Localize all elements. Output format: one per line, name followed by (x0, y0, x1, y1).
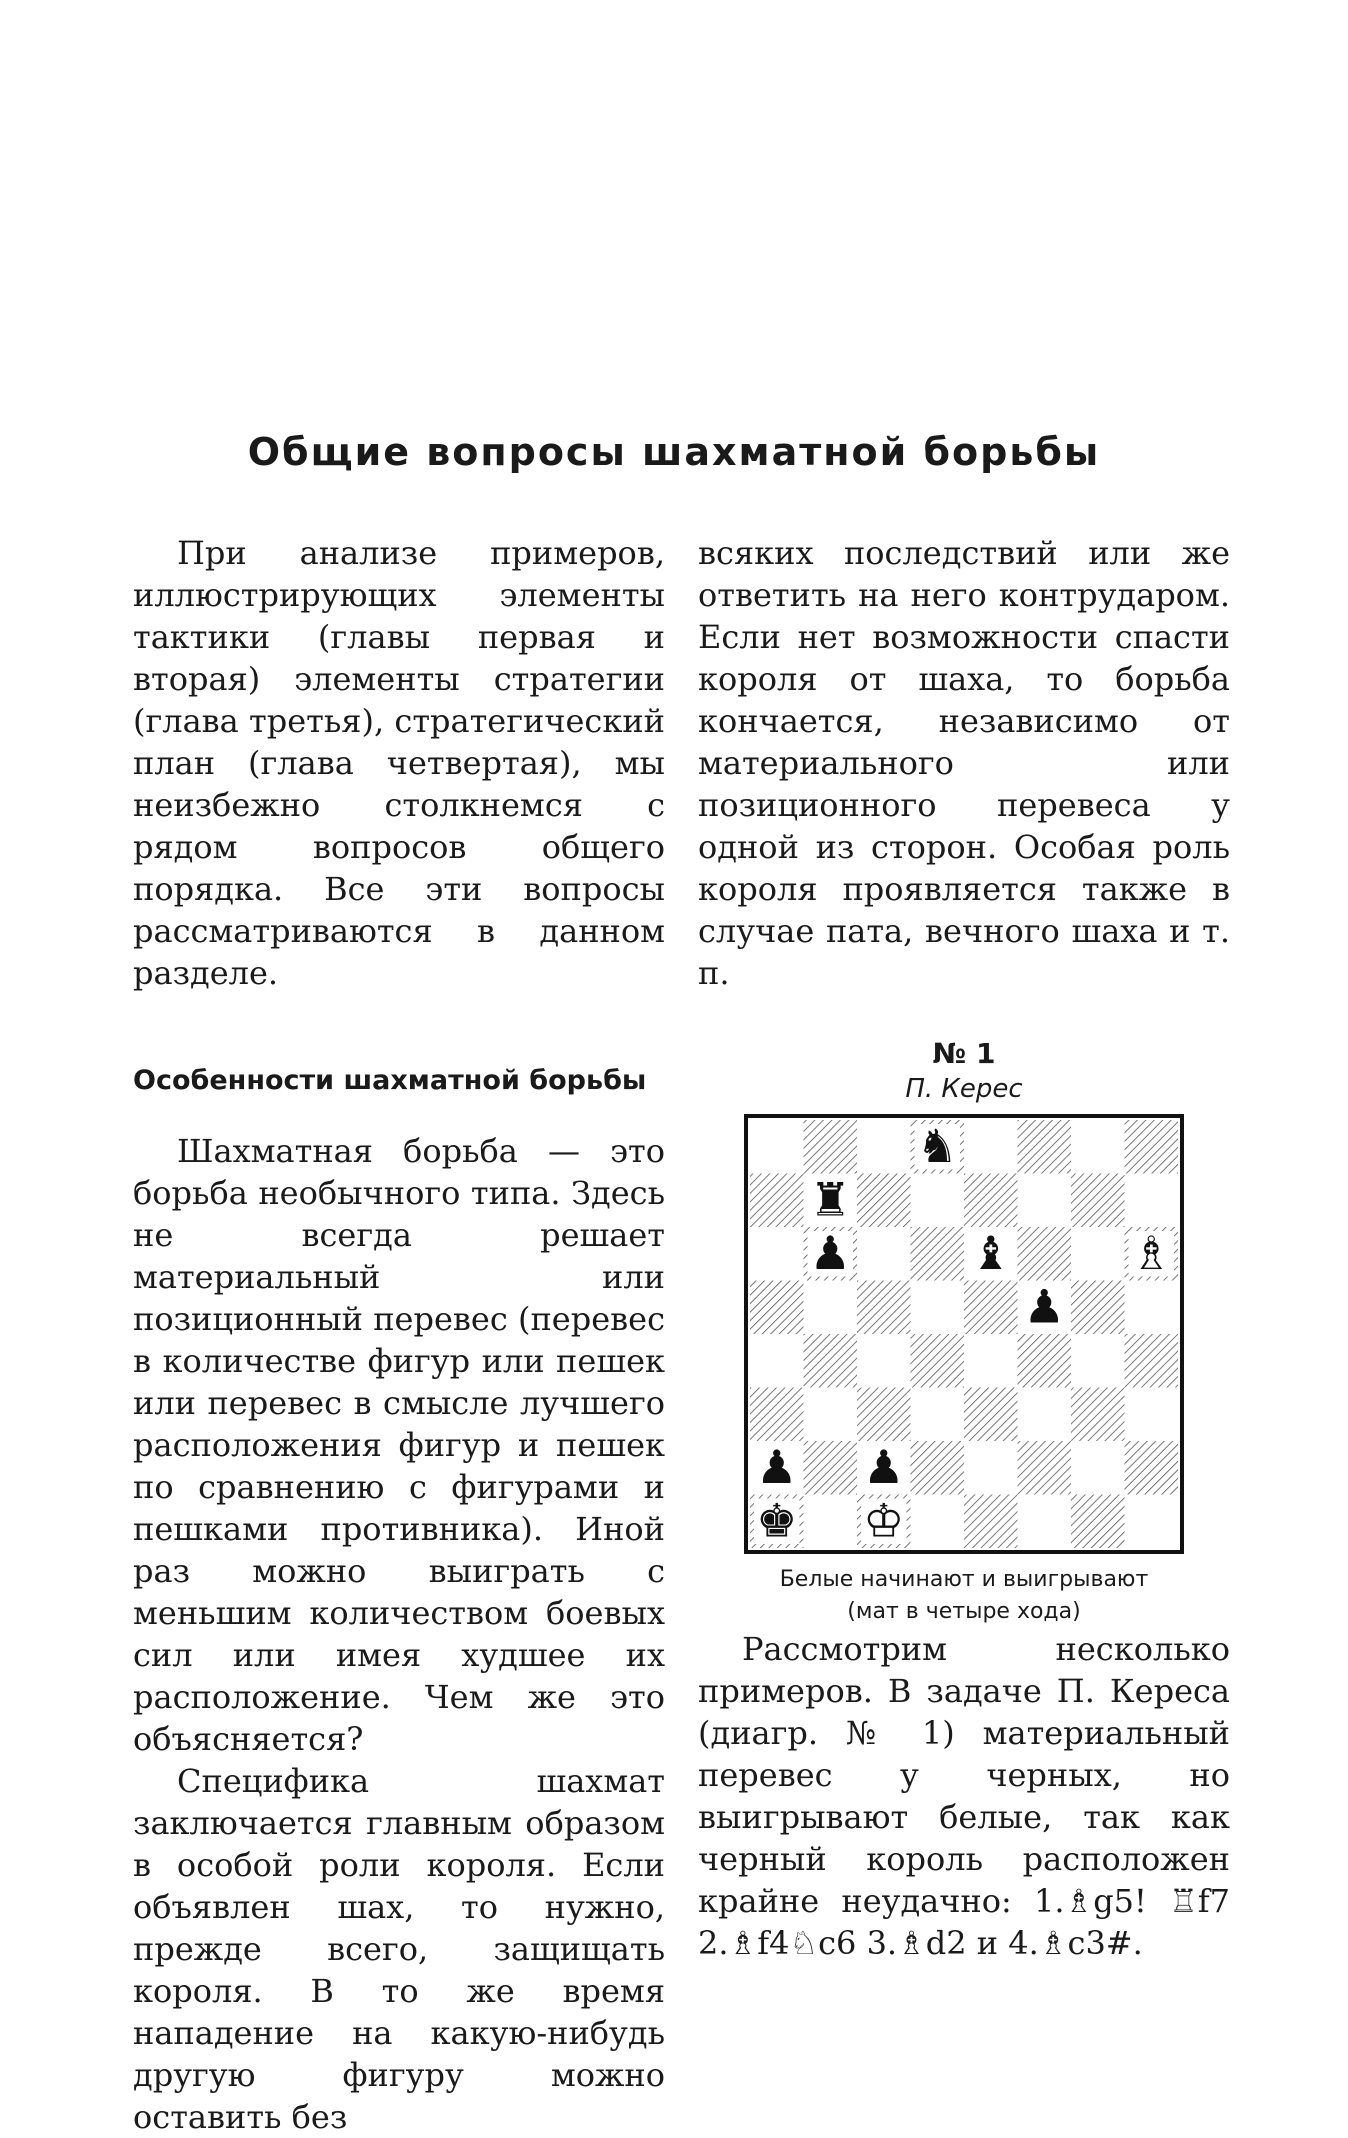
dark-square (911, 1334, 965, 1388)
dark-square (750, 1174, 804, 1228)
black-bishop-e6: ♝ (970, 1225, 1012, 1280)
diagram-author: П. Керес (905, 1074, 1023, 1104)
light-square (964, 1120, 1018, 1174)
left-column (133, 532, 665, 2138)
light-square (750, 1227, 804, 1281)
dark-square (1071, 1495, 1125, 1549)
diagram-caption-line1: Белые начинают и выигрывают (779, 1567, 1149, 1592)
dark-square (1125, 1120, 1179, 1174)
light-square (911, 1174, 965, 1228)
dark-square (1018, 1334, 1072, 1388)
body-paragraph: Специфика шахмат заключается главным образом в особой роли короля. Если объявлен шах, то нужно, прежде всего, защищать короля. В то же время нападение на какую-нибудь другую фигуру можно оставить без (133, 1762, 665, 2136)
light-square (1071, 1227, 1125, 1281)
light-square (1071, 1441, 1125, 1495)
dark-square (1125, 1334, 1179, 1388)
light-square (1125, 1281, 1179, 1335)
intro-paragraph: При анализе примеров, иллюстрирующих элементы тактики (главы первая и вторая) элементы стратегии (глава третья), стратегический план (глава четвертая), мы неизбежно столкнемся с рядом вопросов общего порядка. Все эти вопросы рассматриваются в данном разделе. (133, 534, 665, 992)
light-square (857, 1227, 911, 1281)
black-king-a1: ♚ (756, 1493, 798, 1548)
dark-square (1018, 1441, 1072, 1495)
light-square (750, 1334, 804, 1388)
black-knight-d8: ♞ (916, 1118, 958, 1173)
light-square (911, 1388, 965, 1442)
dark-square (857, 1388, 911, 1442)
light-square (804, 1281, 858, 1335)
light-square (750, 1120, 804, 1174)
black-pawn-f5: ♟ (1023, 1279, 1065, 1334)
chess-diagram (698, 1036, 1230, 1628)
light-square (1125, 1388, 1179, 1442)
light-square (857, 1120, 911, 1174)
dark-square (804, 1334, 858, 1388)
black-pawn-c2: ♟ (863, 1439, 905, 1494)
light-square (1125, 1495, 1179, 1549)
dark-square (964, 1388, 1018, 1442)
body-paragraph-continued: всяких последствий или же ответить на него контрударом. Если нет возможности спасти короля от шаха, то борьба кончается, независимо от материального или позиционного перевеса у одной из сторон. Особая роль короля проявляется также в случае пата, вечного шаха и т. п. (698, 534, 1230, 992)
black-rook-b7: ♜ (809, 1172, 851, 1227)
light-square (804, 1388, 858, 1442)
light-square (911, 1495, 965, 1549)
dark-square (964, 1495, 1018, 1549)
dark-square (911, 1227, 965, 1281)
white-bishop-h6: ♗ (1130, 1225, 1172, 1280)
dark-square (964, 1174, 1018, 1228)
section-subheading: Особенности шахматной борьбы (133, 1065, 647, 1096)
light-square (1125, 1174, 1179, 1228)
light-square (804, 1495, 858, 1549)
light-square (964, 1441, 1018, 1495)
white-king-c1: ♔ (863, 1493, 905, 1548)
dark-square (911, 1441, 965, 1495)
dark-square (1071, 1281, 1125, 1335)
dark-square (750, 1388, 804, 1442)
light-square (1018, 1174, 1072, 1228)
light-square (1071, 1120, 1125, 1174)
dark-square (750, 1281, 804, 1335)
light-square (1018, 1495, 1072, 1549)
dark-square (1125, 1441, 1179, 1495)
dark-square (857, 1174, 911, 1228)
dark-square (1018, 1120, 1072, 1174)
body-paragraph: Рассмотрим несколько примеров. В задаче П. Кереса (диагр. № 1) материальный перевес у черных, но выигрывают белые, так как черный король расположен крайне неудачно: 1.♗g5! ♖f7 2.♗f4♘c6 3.♗d2 и 4.♗c3#. (698, 1630, 1230, 1962)
dark-square (804, 1120, 858, 1174)
black-pawn-b6: ♟ (809, 1225, 851, 1280)
light-square (911, 1281, 965, 1335)
dark-square (1071, 1174, 1125, 1228)
light-square (857, 1334, 911, 1388)
right-column (698, 532, 1230, 1964)
dark-square (1018, 1227, 1072, 1281)
body-paragraph: Шахматная борьба — это борьба необычного типа. Здесь не всегда решает материальный или позиционный перевес (перевес в количестве фигур или пешек или перевес в смысле лучшего расположения фигур и пешек по сравнению с фигурами и пешками противника). Иной раз можно выиграть с меньшим количеством боевых сил или имея худшее их расположение. Чем же это объясняется? (133, 1132, 665, 1758)
dark-square (1071, 1388, 1125, 1442)
black-pawn-a2: ♟ (756, 1439, 798, 1494)
diagram-number: № 1 (932, 1037, 996, 1070)
dark-square (804, 1441, 858, 1495)
light-square (1071, 1334, 1125, 1388)
dark-square (857, 1281, 911, 1335)
page-title: Общие вопросы шахматной борьбы (247, 430, 1101, 474)
light-square (964, 1334, 1018, 1388)
light-square (1018, 1388, 1072, 1442)
chess-board (744, 1114, 1184, 1554)
dark-square (964, 1281, 1018, 1335)
diagram-caption-line2: (мат в четыре хода) (847, 1599, 1081, 1624)
